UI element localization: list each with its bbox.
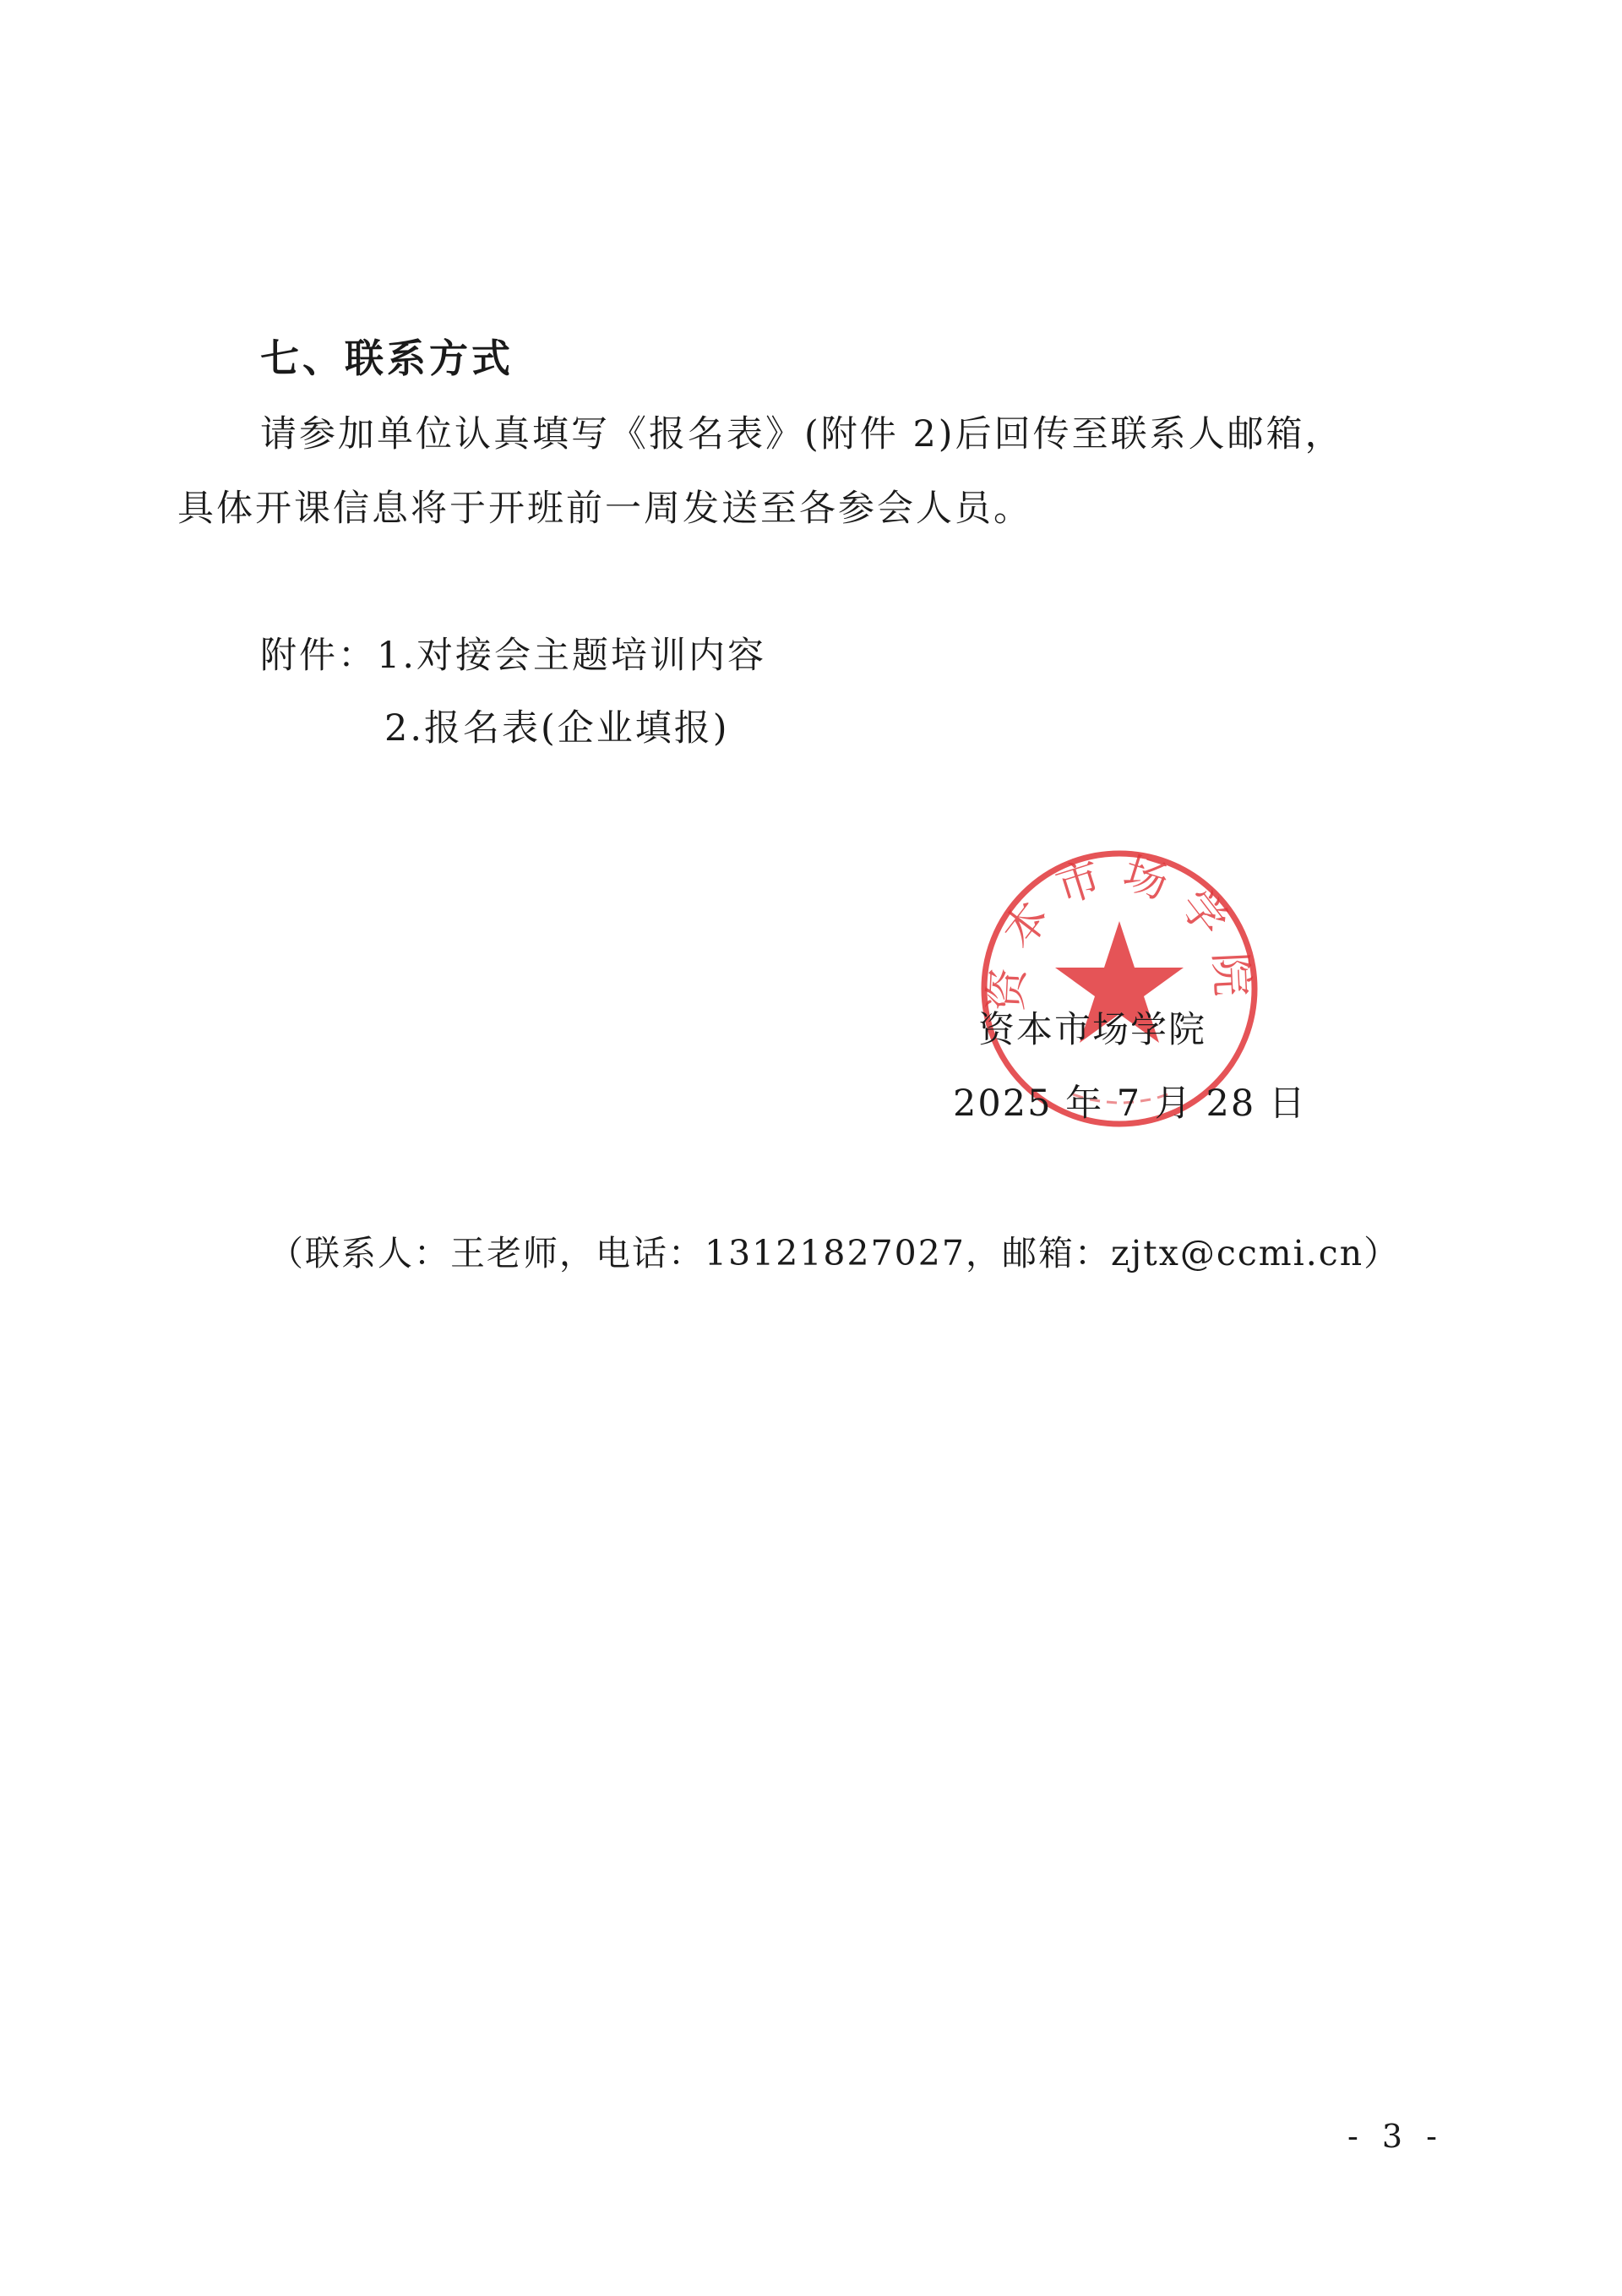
attachment-line-1: 附件：1.对接会主题培训内容 [260,635,767,677]
attachment-line-2: 2.报名表(企业填报) [384,707,730,750]
contact-info: （联系人：王老师，电话：13121827027，邮箱：zjtx@ccmi.cn） [269,1233,1401,1273]
page-number: - 3 - [1347,2118,1445,2155]
organization-name: 资本市场学院 [978,1009,1206,1051]
section-heading: 七、联系方式 [260,335,514,381]
seal-arc-text: 资本市场学院 [981,848,1258,1013]
paragraph-line-2: 具体开课信息将于开班前一周发送至各参会人员。 [177,488,1032,530]
issue-date: 2025 年 7 月 28 日 [953,1083,1307,1125]
paragraph-line-1: 请参加单位认真填写《报名表》(附件 2)后回传至联系人邮箱， [260,413,1344,455]
